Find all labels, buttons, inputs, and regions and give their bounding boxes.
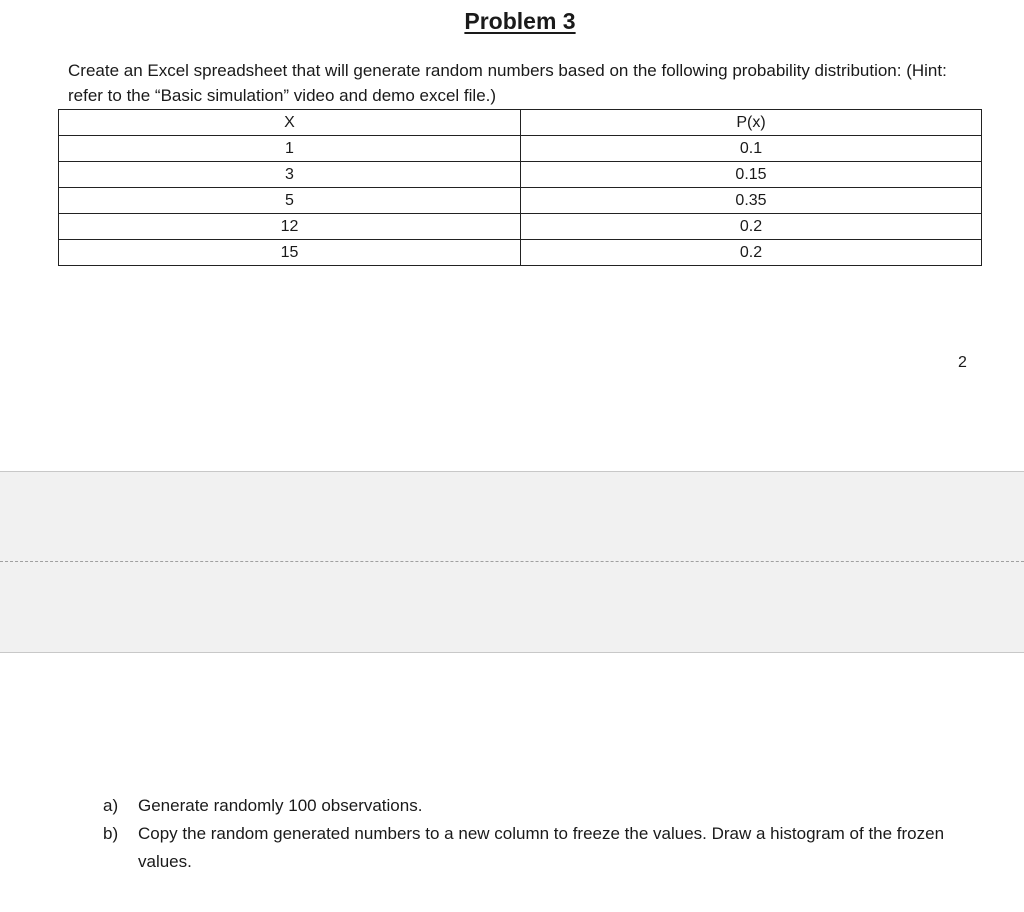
cell-px: 0.1	[521, 136, 982, 162]
cell-x: 1	[59, 136, 521, 162]
table-row	[59, 214, 982, 240]
cell-px: 0.2	[521, 214, 982, 240]
table-row	[59, 136, 982, 162]
page-separator	[0, 471, 1024, 653]
problem-title: Problem 3	[464, 8, 576, 34]
table-row	[59, 162, 982, 188]
table-row	[59, 240, 982, 266]
probability-table	[58, 109, 982, 266]
cell-px: 0.35	[521, 188, 982, 214]
page-number: 2	[958, 354, 967, 371]
task-list	[103, 792, 983, 876]
table-header-row	[59, 110, 982, 136]
header-x: X	[59, 110, 521, 136]
cell-x: 15	[59, 240, 521, 266]
cell-px: 0.15	[521, 162, 982, 188]
task-text: Generate randomly 100 observations.	[138, 796, 423, 815]
cell-x: 5	[59, 188, 521, 214]
table-row	[59, 188, 982, 214]
task-marker: a)	[103, 796, 119, 815]
task-marker: b)	[103, 824, 119, 843]
problem-intro: Create an Excel spreadsheet that will generate random numbers based on the following probability distribution: (Hint: refer to the “Basic simulation” video and demo excel file.)	[68, 61, 947, 105]
task-text: Copy the random generated numbers to a new column to freeze the values. Draw a histogram of the frozen values.	[138, 824, 945, 871]
cell-px: 0.2	[521, 240, 982, 266]
list-item	[103, 820, 983, 876]
cell-x: 12	[59, 214, 521, 240]
header-px: P(x)	[521, 110, 982, 136]
list-item	[103, 792, 983, 820]
page-break-line	[0, 561, 1024, 562]
cell-x: 3	[59, 162, 521, 188]
